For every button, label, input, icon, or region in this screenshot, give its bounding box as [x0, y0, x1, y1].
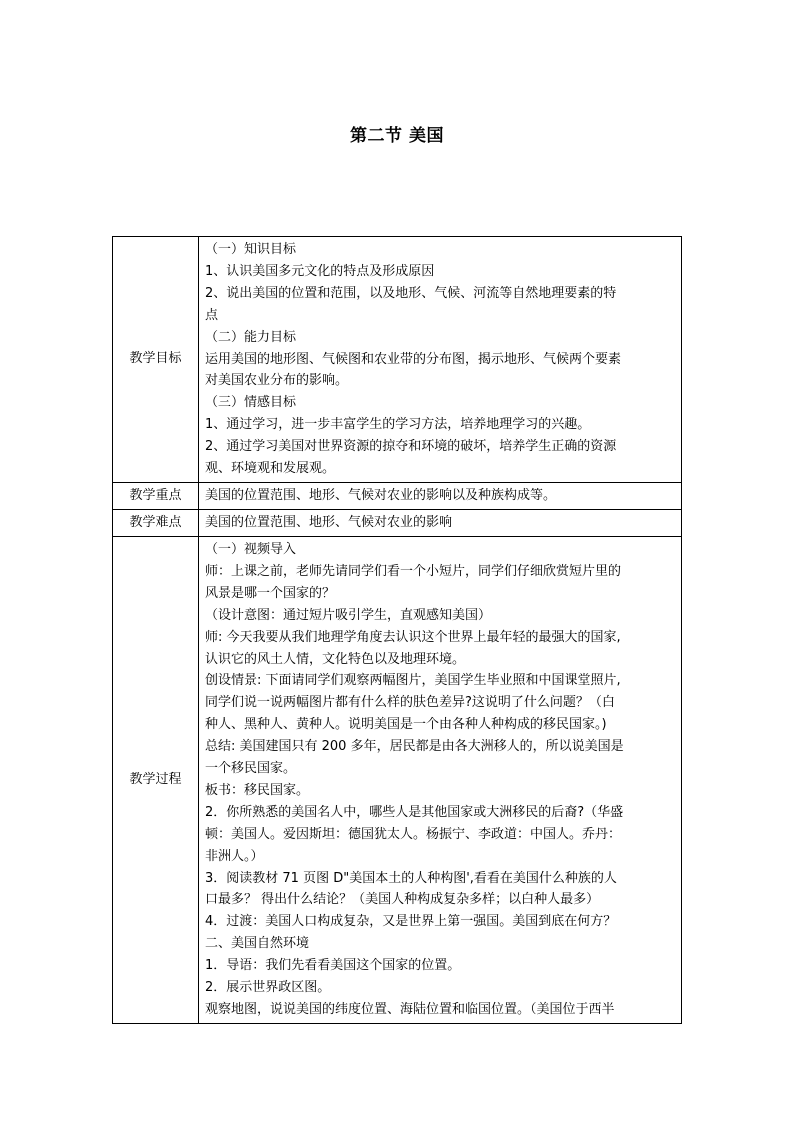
- process-content: [199, 536, 682, 1023]
- objectives-line: 2、说出美国的位置和范围，以及地形、气候、河流等自然地理要素的特: [205, 285, 617, 301]
- table-row: [113, 237, 682, 483]
- objectives-line: 点: [205, 307, 219, 323]
- objectives-line: 1、通过学习，进一步丰富学生的学习方法，培养地理学习的兴趣。: [205, 417, 591, 433]
- process-line: 风景是哪一个国家的？: [205, 585, 336, 601]
- row-label-process: 教学过程: [113, 536, 199, 1023]
- process-line: 非洲人。）: [205, 848, 264, 864]
- process-line: 创设情景: 下面请同学们观察两幅图片，美国学生毕业照和中国课堂照片,: [205, 673, 621, 689]
- objectives-content: [199, 237, 682, 483]
- lesson-plan-table: [112, 236, 682, 1024]
- process-line: 4．过渡：美国人口构成复杂，又是世界上第一强国。美国到底在何方？: [205, 914, 617, 930]
- objectives-line: （一）知识目标: [205, 242, 297, 257]
- process-line: 师：上课之前，老师先请同学们看一个小短片，同学们仔细欣赏短片里的: [205, 563, 622, 579]
- process-line: （设计意图：通过短片吸引学生，直观感知美国）: [205, 607, 492, 623]
- objectives-line: 运用美国的地形图、气候图和农业带的分布图，揭示地形、气候两个要素: [205, 351, 622, 367]
- table-row: [113, 482, 682, 509]
- table-row: [113, 509, 682, 536]
- key-points-content: [199, 482, 682, 509]
- table-row: [113, 536, 682, 1023]
- process-line: 1．导语：我们先看看美国这个国家的位置。: [205, 958, 461, 974]
- objectives-line: 对美国农业分布的影响。: [205, 373, 349, 389]
- row-label-objectives: 教学目标: [113, 237, 199, 483]
- process-line: （一）视频导入: [205, 541, 297, 557]
- row-label-key-points: 教学重点: [113, 482, 199, 509]
- objectives-line: 2、通过学习美国对世界资源的掠夺和环境的破坏，培养学生正确的资源: [205, 439, 617, 455]
- process-line: 观察地图，说说美国的纬度位置、海陆位置和临国位置。（美国位于西半: [205, 1002, 615, 1017]
- process-line: 板书：移民国家。: [205, 782, 310, 798]
- process-line: 同学们说一说两幅图片都有什么样的肤色差异?这说明了什么问题？（白: [205, 695, 615, 711]
- process-line: 一个移民国家。: [205, 761, 297, 777]
- row-label-difficulties: 教学难点: [113, 509, 199, 536]
- page-title: 第二节 美国: [350, 126, 444, 146]
- process-line: 认识它的风土人情，文化特色以及地理环境。: [205, 651, 466, 667]
- process-line: 师: 今天我要从我们地理学角度去认识这个世界上最年轻的最强大的国家,: [205, 629, 621, 645]
- difficulties-content: [199, 509, 682, 536]
- objectives-line: 1、认识美国多元文化的特点及形成原因: [205, 263, 435, 279]
- process-line: 2．你所熟悉的美国名人中，哪些人是其他国家或大洲移民的后裔?（华盛: [205, 804, 624, 820]
- process-line: 种人、黑种人、黄种人。说明美国是一个由各种人种构成的移民国家。): [205, 717, 607, 733]
- difficulties-text: 美国的位置范围、地形、气候对农业的影响: [205, 515, 453, 531]
- process-line: 口最多？ 得出什么结论？（美国人种构成复杂多样；以白种人最多）: [205, 892, 600, 908]
- objectives-line: （二）能力目标: [205, 329, 297, 345]
- objectives-line: 观、环境观和发展观。: [205, 461, 336, 477]
- process-line: 2．展示世界政区图。: [205, 980, 331, 996]
- process-line: 二、美国自然环境: [205, 936, 310, 952]
- objectives-line: （三）情感目标: [205, 395, 297, 411]
- process-line: 3．阅读教材 71 页图 D"美国本土的人种构图',看看在美国什么种族的人: [205, 870, 617, 886]
- key-points-text: 美国的位置范围、地形、气候对农业的影响以及种族构成等。: [205, 488, 557, 504]
- process-line: 总结: 美国建国只有 200 多年，居民都是由各大洲移人的，所以说美国是: [205, 739, 624, 755]
- process-line: 顿：美国人。爱因斯坦：德国犹太人。杨振宁、李政道：中国人。乔丹：: [205, 826, 622, 842]
